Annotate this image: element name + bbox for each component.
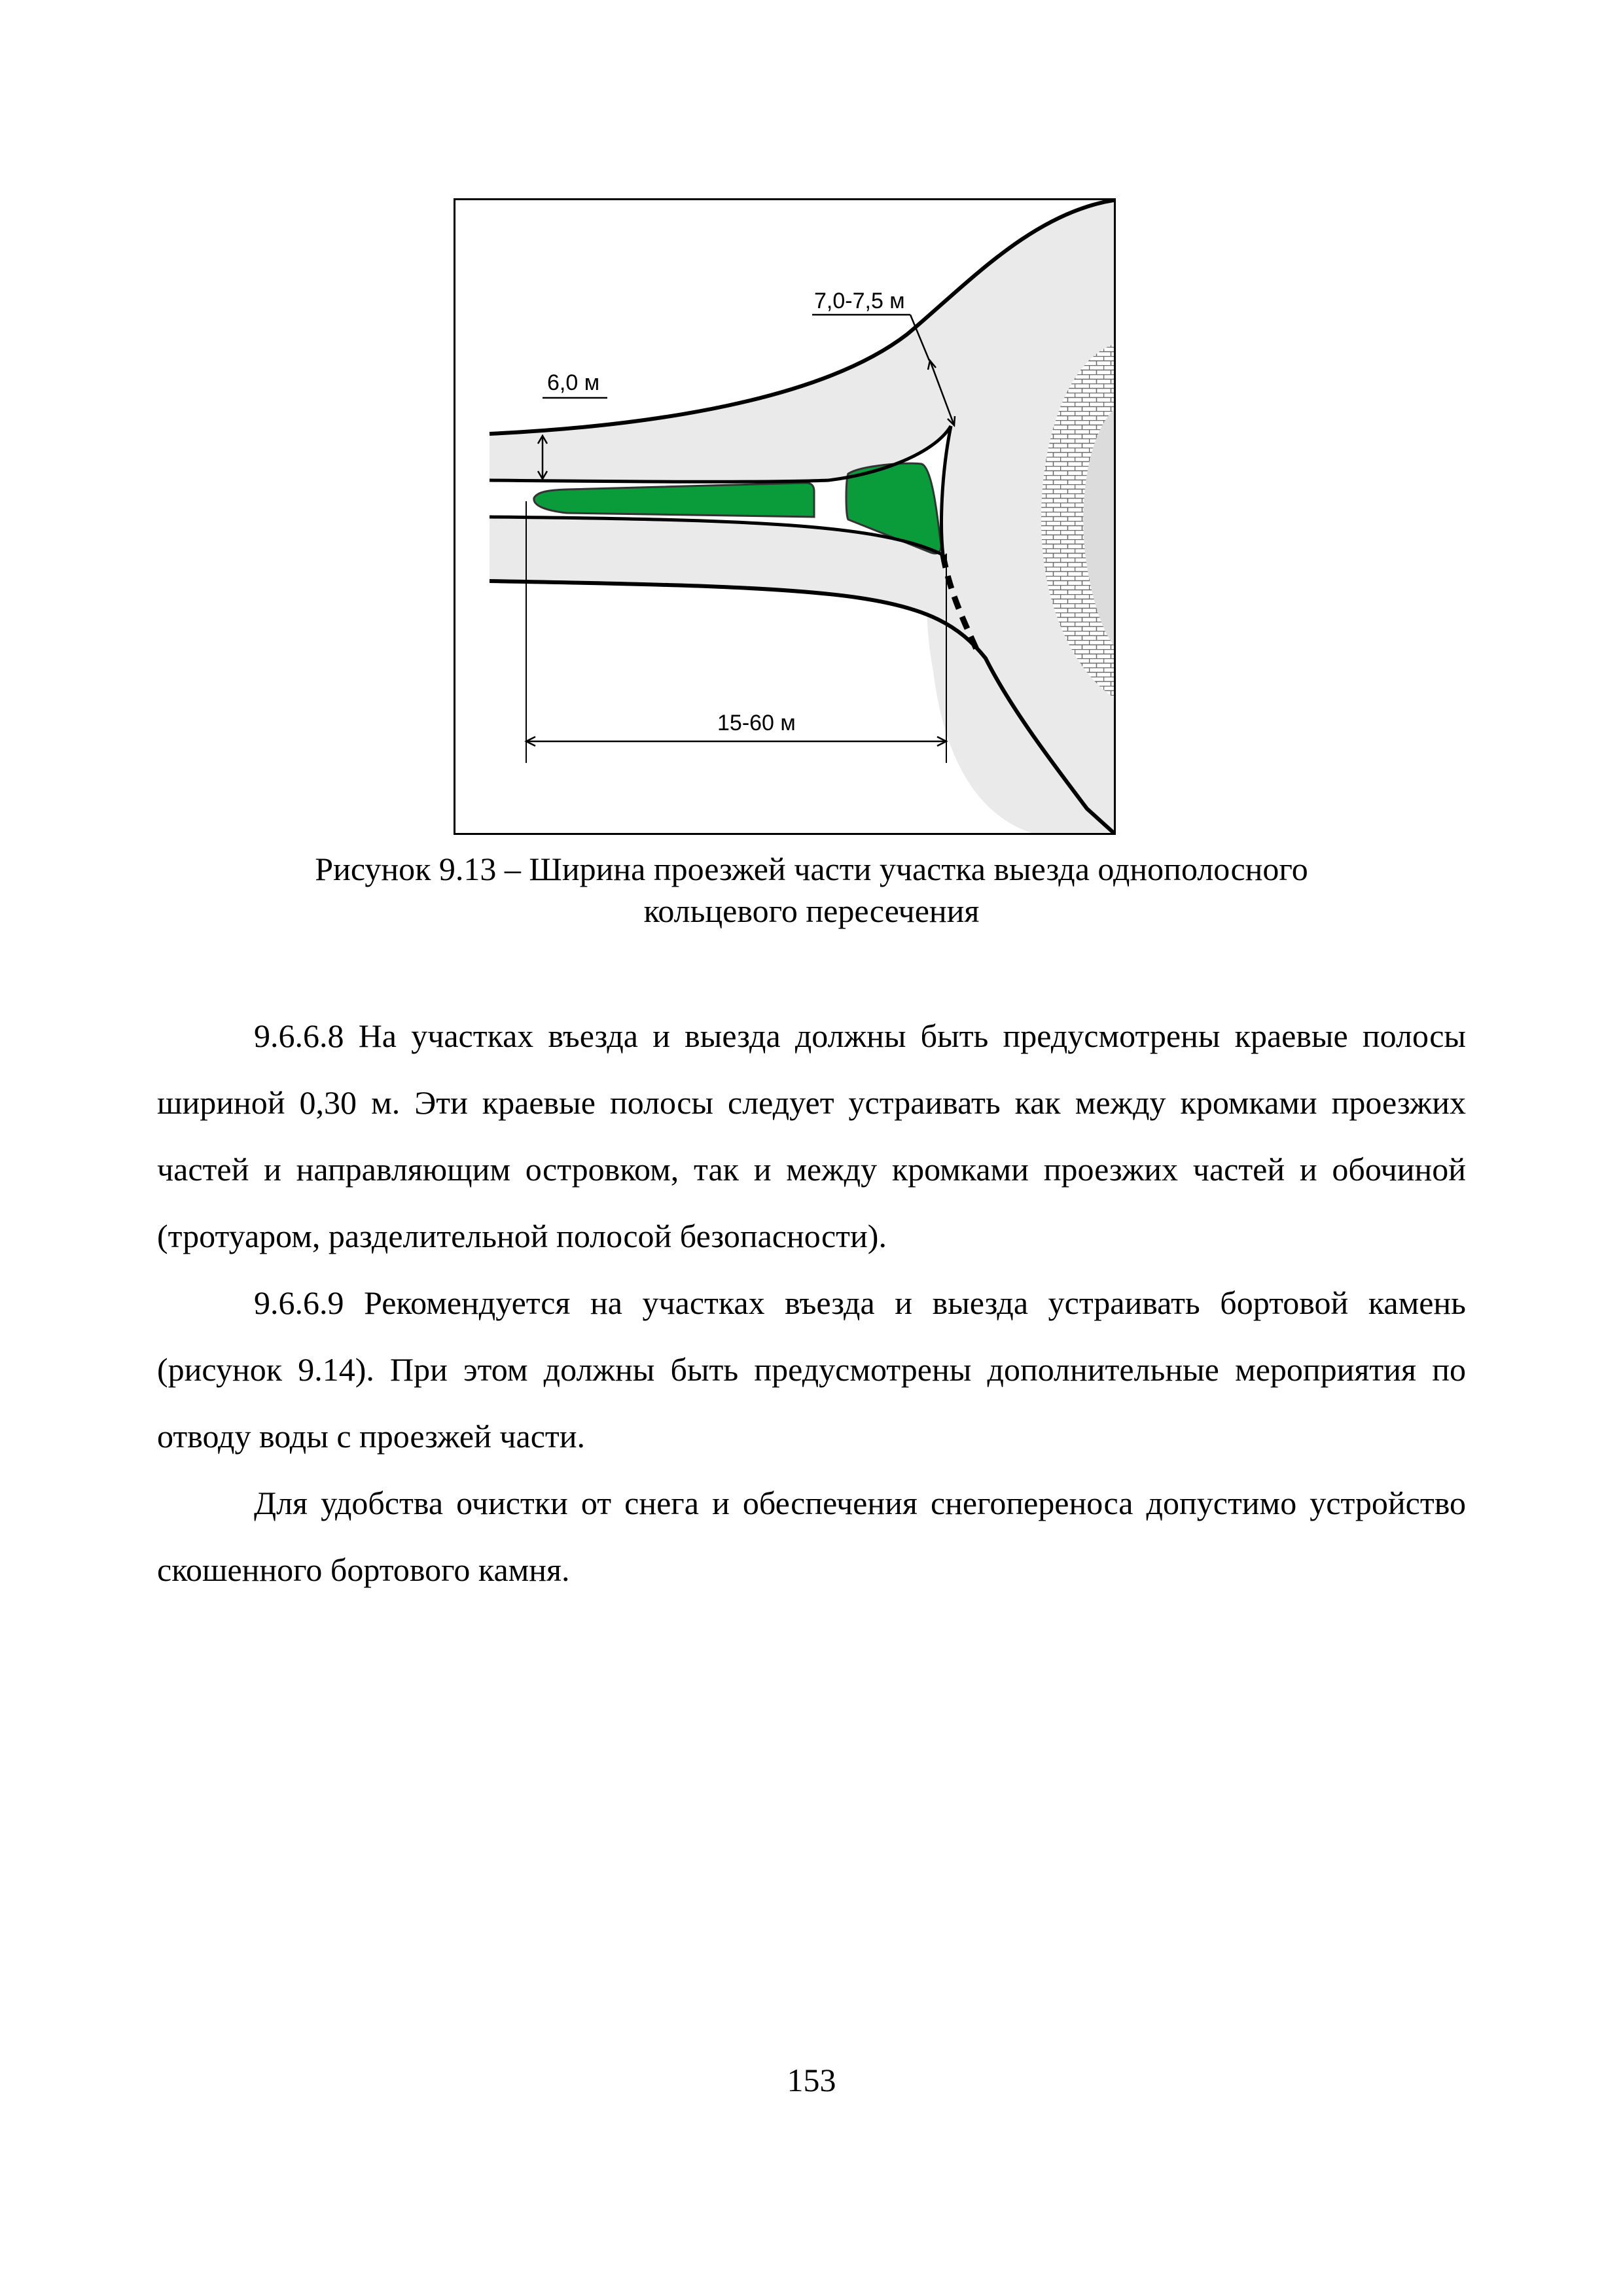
figure-diagram: [454, 198, 1116, 835]
body-text: [157, 1002, 1466, 1603]
island-length-label: 15-60 м: [717, 711, 796, 735]
paragraph-9-6-6-9: 9.6.6.9 Рекомендуется на участках въезда и выезда устраивать бортовой камень (рисунок 9.14). При этом должны быть предусмотрены дополнительные мероприятия по отводу воды с проезжей части.: [157, 1284, 1466, 1455]
caption-line-1: Рисунок 9.13 – Ширина проезжей части участка выезда однополосного: [315, 851, 1308, 887]
paragraph-9-6-6-8: 9.6.6.8 На участках въезда и выезда должны быть предусмотрены краевые полосы шириной 0,30 м. Эти краевые полосы следует устраивать как между кромками проезжих частей и направляющим островком, так и между кромками проезжих частей и обочиной (тротуаром, разделительной полосой безопасности).: [157, 1017, 1466, 1254]
entry-width-label: 6,0 м: [547, 370, 600, 395]
paragraph-snow-clearing: Для удобства очистки от снега и обеспечения снегопереноса допустимо устройство скошенного бортового камня.: [157, 1485, 1466, 1588]
figure-caption: [157, 848, 1466, 932]
exit-width-label: 7,0-7,5 м: [814, 289, 905, 313]
caption-line-2: кольцевого пересечения: [643, 892, 980, 929]
roundabout-exit-diagram: [455, 200, 1114, 833]
page-number: 153: [787, 2062, 836, 2098]
